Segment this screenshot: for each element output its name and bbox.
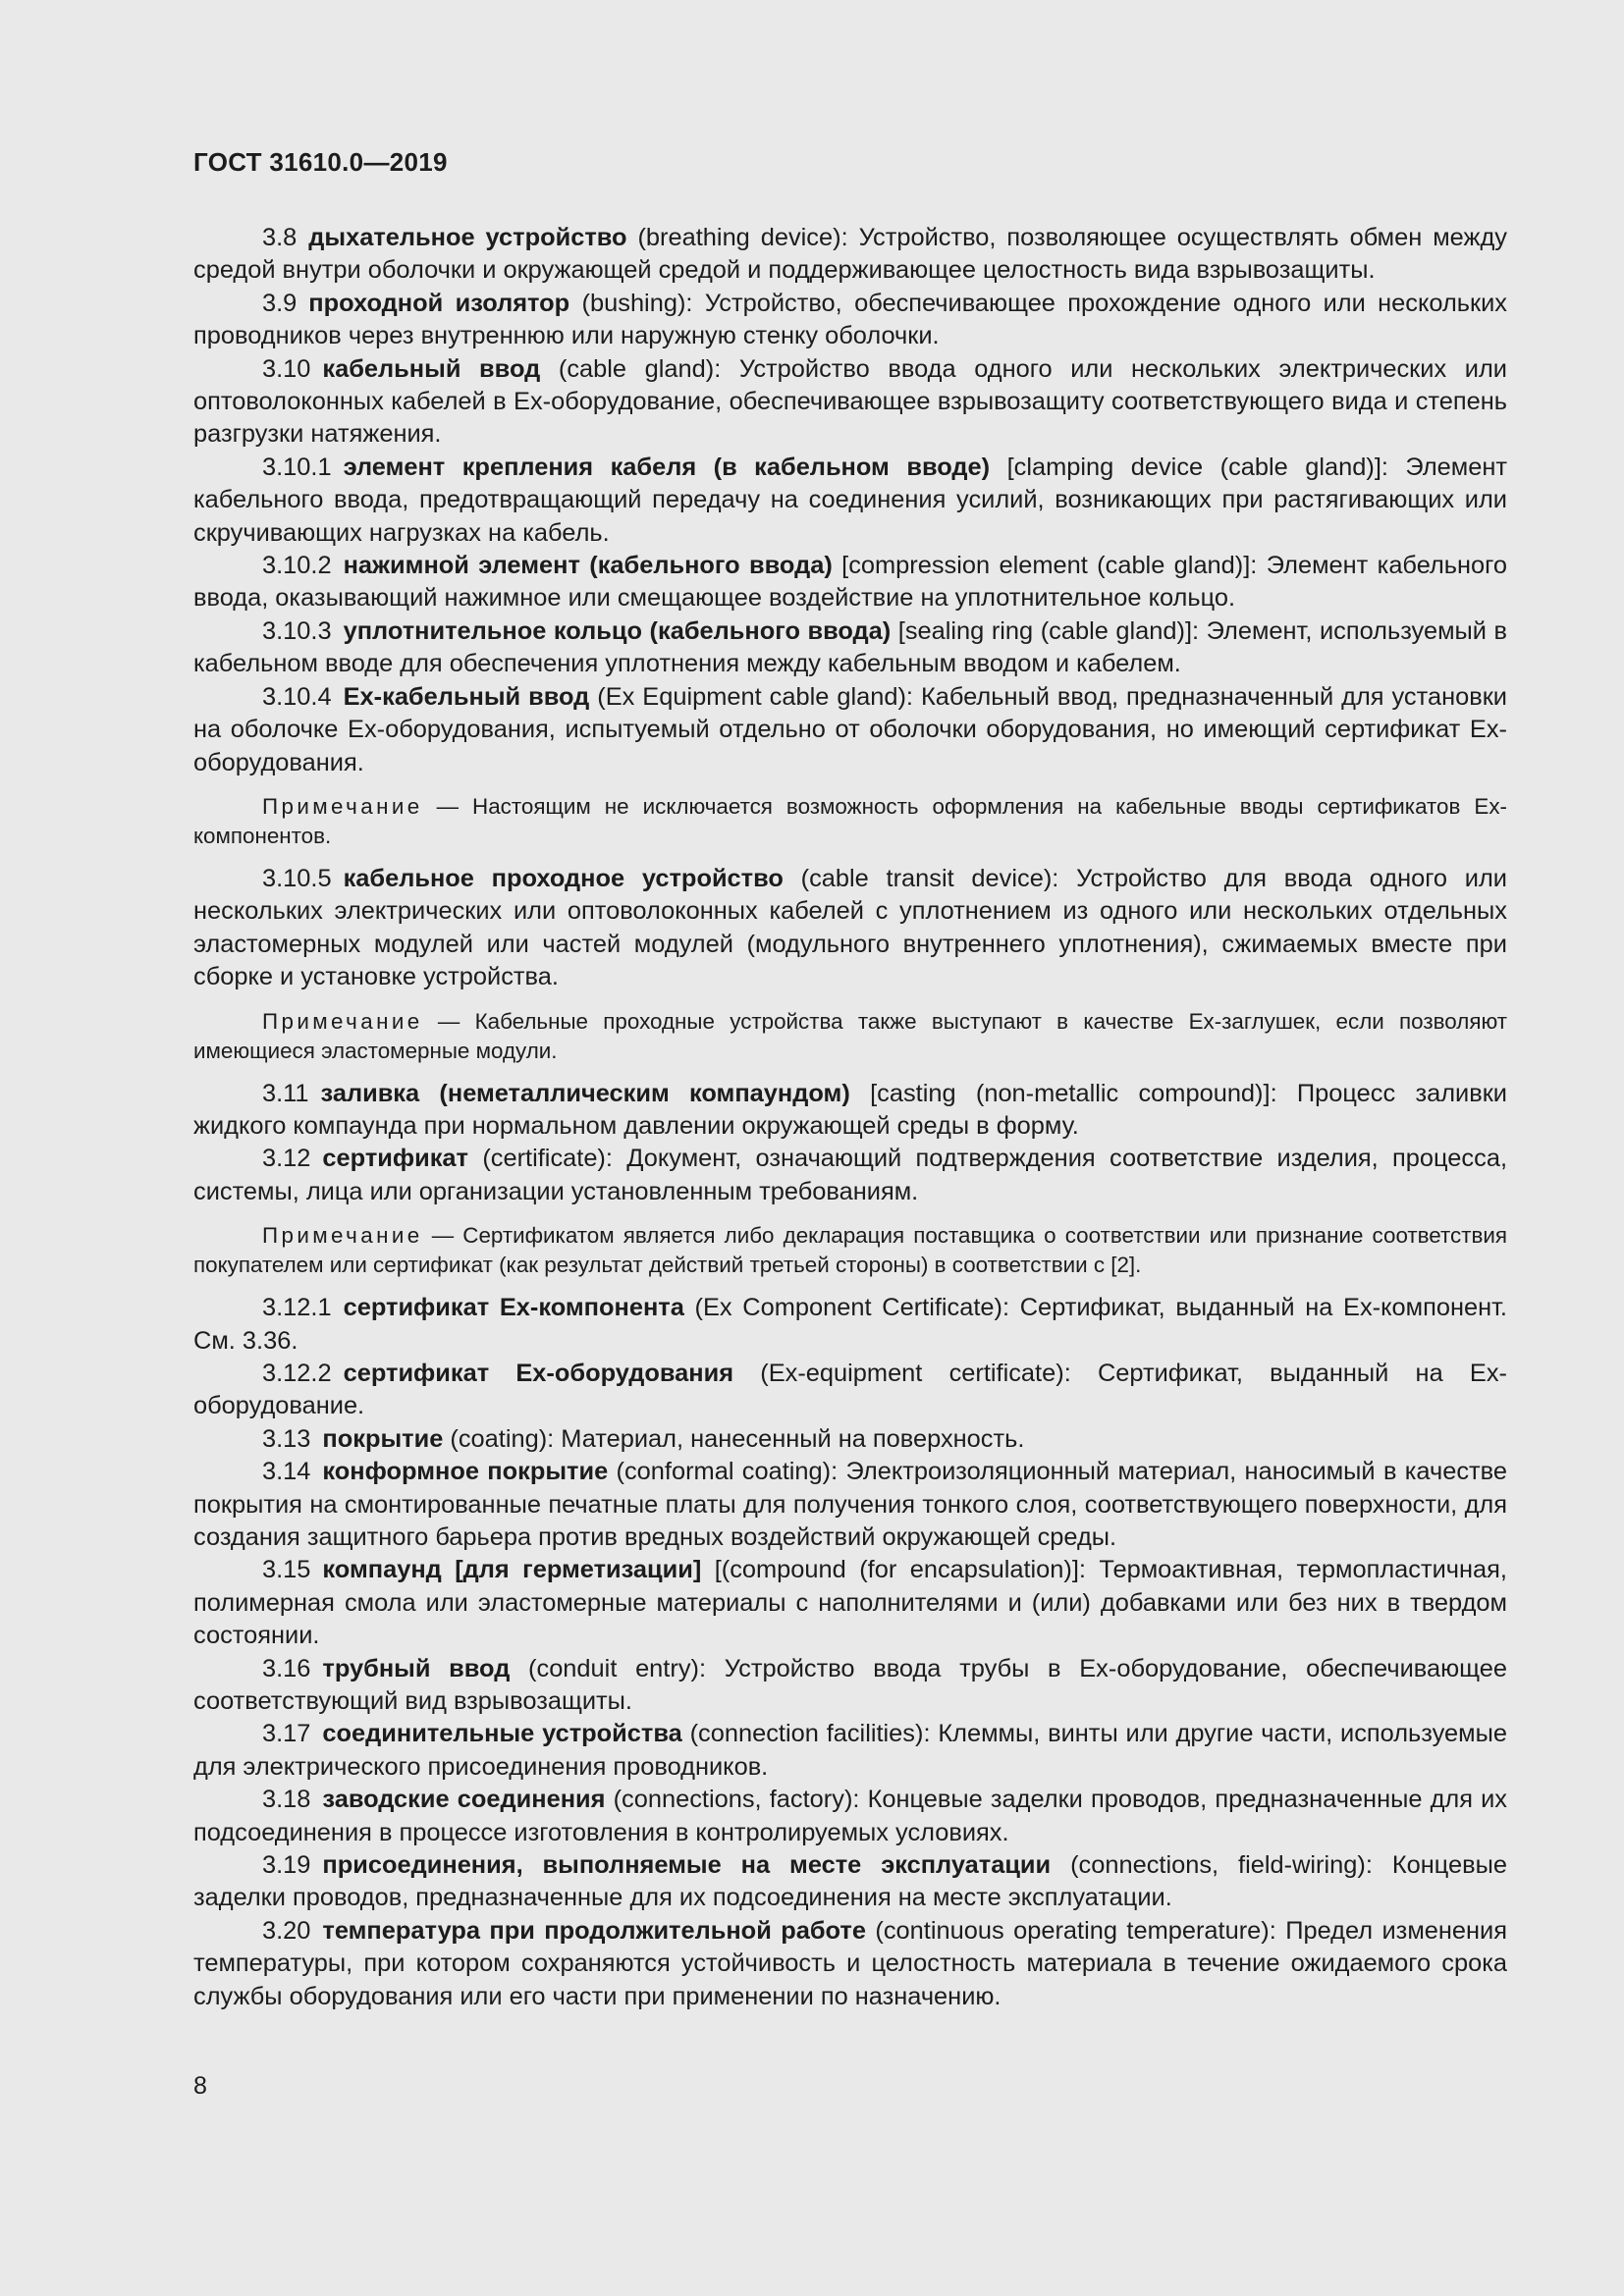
- term-definition: (Ex Equipment cable gland): Кабельный ввод, предназначенный для установки на оболочке Ex-оборудования, испытуемый отдельно от оболочки оборудования, но имеющий сертификат Ex-оборудования.: [193, 682, 1507, 776]
- note-text: — Кабельные проходные устройства также выступают в качестве Ex-заглушек, если позволяют имеющиеся эластомерные модули.: [193, 1008, 1507, 1063]
- term-definition: (cable gland): Устройство ввода одного или нескольких электрических или оптоволоконных кабелей в Ex-оборудование, обеспечивающее взрывозащиту соответствующего вида и степень разгрузки натяжения.: [193, 354, 1507, 449]
- term-name: кабельное проходное устройство: [343, 864, 784, 892]
- term-3-10-5: [193, 863, 1507, 994]
- term-number: 3.10.2: [262, 552, 332, 580]
- term-name: конформное покрытие: [322, 1458, 609, 1486]
- term-3-12-1: [193, 1292, 1507, 1358]
- term-definition: [sealing ring (cable gland)]: Элемент, используемый в кабельном вводе для обеспечения уплотнения между кабельным вводом и кабелем.: [193, 616, 1507, 678]
- term-number: 3.10.1: [262, 453, 332, 481]
- note-lead: Примечание: [262, 1008, 423, 1034]
- term-name: заливка (неметаллическим компаундом): [320, 1079, 850, 1107]
- term-name: соединительные устройства: [322, 1720, 682, 1748]
- term-number: 3.15: [262, 1556, 311, 1584]
- term-name: заводские соединения: [322, 1786, 606, 1814]
- term-name: кабельный ввод: [322, 354, 541, 383]
- note-2: [193, 1007, 1507, 1066]
- note-3: [193, 1221, 1507, 1280]
- term-3-11: [193, 1078, 1507, 1144]
- term-definition: (Ex-equipment certificate): Сертификат, выданный на Ex-оборудование.: [193, 1359, 1507, 1420]
- term-3-10-1: [193, 452, 1507, 550]
- note-text: — Сертификатом является либо декларация поставщика о соответствии или признание соответствия покупателем или сертификат (как результат действий третьей стороны) в соответствии с [2].: [193, 1223, 1507, 1278]
- term-number: 3.20: [262, 1916, 311, 1945]
- term-number: 3.11: [262, 1079, 309, 1107]
- term-number: 3.12.2: [262, 1359, 332, 1387]
- term-name: присоединения, выполняемые на месте эксплуатации: [322, 1851, 1052, 1880]
- term-number: 3.10.4: [262, 682, 332, 711]
- term-3-19: [193, 1849, 1507, 1915]
- term-definition: (coating): Материал, нанесенный на поверхность.: [443, 1424, 1025, 1453]
- term-name: нажимной элемент (кабельного ввода): [343, 552, 833, 580]
- term-number: 3.10: [262, 354, 311, 383]
- term-number: 3.12: [262, 1145, 311, 1173]
- term-definition: [(compound (for encapsulation)]: Термоактивная, термопластичная, полимерная смола или эластомерные материалы с наполнителями и (или) добавками или без них в твердом состоянии.: [193, 1556, 1507, 1650]
- term-3-20: [193, 1915, 1507, 2013]
- term-3-15: [193, 1554, 1507, 1652]
- term-definition: (connection facilities): Клеммы, винты или другие части, используемые для электрического присоединения проводников.: [193, 1720, 1507, 1781]
- term-definition: (certificate): Документ, означающий подтверждения соответствие изделия, процесса, системы, лица или организации установленным требованиям.: [193, 1145, 1507, 1205]
- term-3-8: [193, 222, 1507, 288]
- term-number: 3.12.1: [262, 1294, 332, 1322]
- term-definition: (Ex Component Certificate): Сертификат, выданный на Ex-компонент. См. 3.36.: [193, 1294, 1507, 1355]
- term-number: 3.18: [262, 1786, 311, 1814]
- term-definition: (breathing device): Устройство, позволяющее осуществлять обмен между средой внутри оболочки и окружающей средой и поддерживающее целостность вида взрывозащиты.: [193, 224, 1507, 285]
- term-name: Ex-кабельный ввод: [343, 682, 590, 711]
- term-name: дыхательное устройство: [308, 224, 627, 251]
- term-3-12-2: [193, 1358, 1507, 1423]
- term-number: 3.13: [262, 1424, 311, 1453]
- note-1: [193, 792, 1507, 851]
- term-number: 3.19: [262, 1851, 311, 1880]
- term-number: 3.10.5: [262, 864, 332, 892]
- term-definition: (bushing): Устройство, обеспечивающее прохождение одного или нескольких проводников через внутреннюю или наружную стенку оболочки.: [193, 289, 1507, 350]
- term-name: сертификат Ex-компонента: [343, 1294, 684, 1322]
- term-name: температура при продолжительной работе: [322, 1916, 866, 1945]
- term-3-17: [193, 1718, 1507, 1784]
- note-lead: Примечание: [262, 793, 423, 819]
- term-definition: [compression element (cable gland)]: Элемент кабельного ввода, оказывающий нажимное или смещающее воздействие на уплотнительное кольцо.: [193, 552, 1507, 613]
- term-definition: [casting (non-metallic compound)]: Процесс заливки жидкого компаунда при нормальном давлении окружающей среды в форму.: [193, 1079, 1507, 1140]
- term-name: проходной изолятор: [308, 289, 570, 317]
- term-name: элемент крепления кабеля (в кабельном вводе): [343, 453, 991, 481]
- term-definition: (continuous operating temperature): Предел изменения температуры, при котором сохраняются устойчивость и целостность материала в течение ожидаемого срока службы оборудования или его части при применении по назначению.: [193, 1916, 1507, 2010]
- term-number: 3.14: [262, 1458, 311, 1486]
- term-3-13: [193, 1423, 1507, 1456]
- term-3-14: [193, 1456, 1507, 1554]
- term-name: сертификат: [322, 1145, 468, 1173]
- term-number: 3.17: [262, 1720, 311, 1748]
- term-3-10: [193, 353, 1507, 452]
- term-definition: [clamping device (cable gland)]: Элемент кабельного ввода, предотвращающий передачу на соединения усилий, возникающих при растягивающих или скручивающих нагрузках на кабель.: [193, 453, 1508, 547]
- term-3-9: [193, 288, 1507, 353]
- term-3-10-2: [193, 550, 1507, 615]
- page-number: 8: [193, 2072, 207, 2100]
- term-definition: (cable transit device): Устройство для ввода одного или нескольких электрических или оптоволоконных кабелей с уплотнением из одного или нескольких отдельных эластомерных модулей или частей модулей (модульного внутреннего уплотнения), сжимаемых вместе при сборке и установке устройства.: [193, 864, 1507, 991]
- term-3-18: [193, 1784, 1507, 1849]
- term-definition: (connections, factory): Концевые заделки проводов, предназначенные для их подсоединения в процессе изготовления в контролируемых условиях.: [193, 1786, 1507, 1846]
- term-number: 3.10.3: [262, 616, 332, 645]
- term-definition: (conduit entry): Устройство ввода трубы в Ex-оборудование, обеспечивающее соответствующий вид взрывозащиты.: [193, 1654, 1507, 1716]
- document-body: [193, 222, 1507, 2013]
- document-code-header: ГОСТ 31610.0—2019: [193, 147, 448, 177]
- term-3-10-4: [193, 681, 1507, 779]
- term-name: трубный ввод: [322, 1654, 511, 1682]
- term-3-16: [193, 1653, 1507, 1719]
- note-text: — Настоящим не исключается возможность оформления на кабельные вводы сертификатов Ex-компонентов.: [193, 793, 1507, 848]
- term-number: 3.16: [262, 1654, 311, 1682]
- term-definition: (conformal coating): Электроизоляционный материал, наносимый в качестве покрытия на смонтированные печатные платы для получения тонкого слоя, соответствующего поверхности, для создания защитного барьера против вредных воздействий окружающей среды.: [193, 1458, 1507, 1551]
- term-name: покрытие: [322, 1424, 444, 1453]
- term-number: 3.9: [262, 289, 298, 317]
- term-name: уплотнительное кольцо (кабельного ввода): [343, 616, 892, 645]
- term-3-10-3: [193, 615, 1507, 681]
- term-3-12: [193, 1143, 1507, 1208]
- term-name: сертификат Ex-оборудования: [343, 1359, 734, 1387]
- term-number: 3.8: [262, 224, 298, 251]
- term-name: компаунд [для герметизации]: [322, 1556, 702, 1584]
- term-definition: (connections, field-wiring): Концевые заделки проводов, предназначенные для их подсоединения на месте эксплуатации.: [193, 1851, 1507, 1912]
- note-lead: Примечание: [262, 1223, 423, 1249]
